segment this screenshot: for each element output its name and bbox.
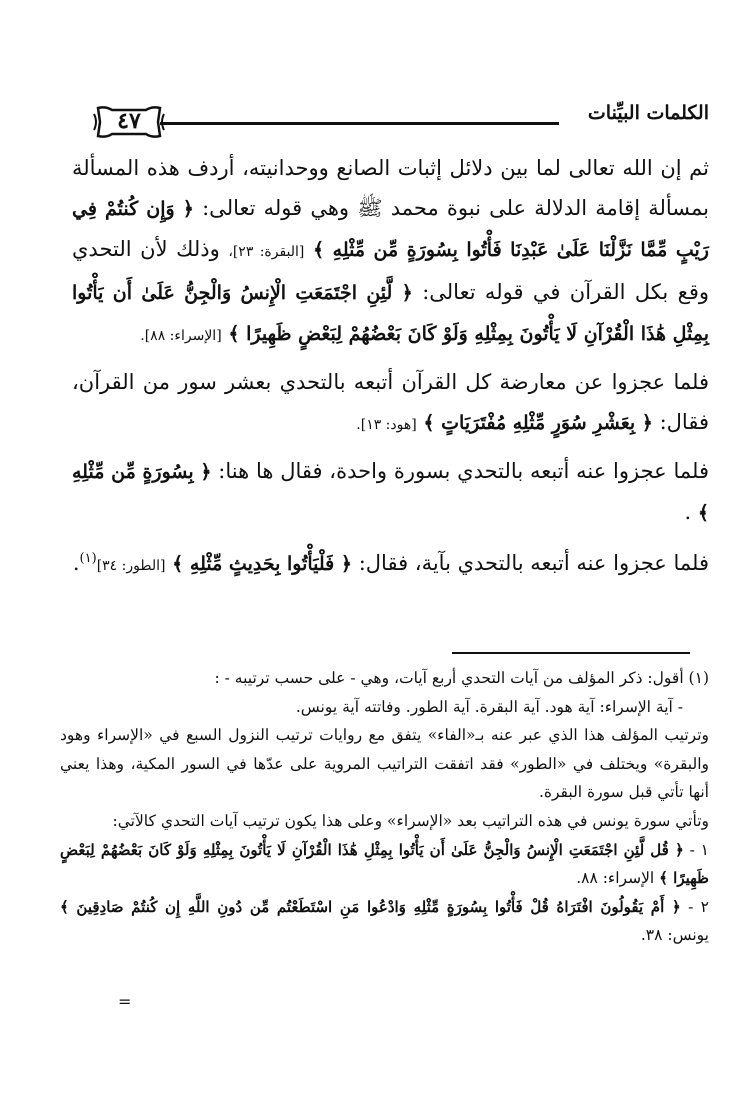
footnote xyxy=(60,664,709,950)
item-number: ١ - xyxy=(689,840,709,859)
continuation-mark: = xyxy=(118,992,132,1011)
verse-reference: [الطور: ٣٤] xyxy=(96,558,166,574)
paragraph-text: فلما عجزوا عن معارضة كل القرآن أتبعه بالتحدي بعشر سور من القرآن، فقال: xyxy=(72,370,709,434)
quran-verse: ﴿ فَلْيَأْتُوا بِحَدِيثٍ مِّثْلِهِ ﴾ xyxy=(172,553,353,575)
quran-verse: ﴿ قُل لَّئِنِ اجْتَمَعَتِ الْإِنسُ وَالْجِنُّ عَلَىٰ أَن يَأْتُوا بِمِثْلِ هَٰذَا الْقُرْآنِ لَا يَأْتُونَ بِمِثْلِهِ وَلَوْ كَانَ بَعْضُهُمْ لِبَعْضٍ ظَهِيرًا ﴾ xyxy=(60,840,709,888)
page-number: ٤٧ xyxy=(117,108,141,134)
header-rule xyxy=(160,122,559,125)
paragraph-end: . xyxy=(72,551,80,575)
verse-reference: الإسراء: ٨٨. xyxy=(576,869,655,888)
footnote-line: وتأتي سورة يونس في هذه التراتيب بعد «الإسراء» وعلى هذا يكون ترتيب آيات التحدي كالآتي: xyxy=(112,811,709,830)
quran-verse: ﴿ أَمْ يَقُولُونَ افْتَرَاهُ قُلْ فَأْتُوا بِسُورَةٍ مِّثْلِهِ وَادْعُوا مَنِ اسْتَطَعْتُم مِّن دُونِ اللَّهِ إِن كُنتُمْ صَادِقِينَ ﴾ xyxy=(60,897,681,916)
main-text xyxy=(72,148,709,586)
footnote-line: (١) أقول: ذكر المؤلف من آيات التحدي أربع آيات، وهي - على حسب ترتيبه - : xyxy=(214,669,709,687)
verse-reference: [الإسراء: ٨٨]. xyxy=(140,328,222,344)
quran-verse: ﴿ وَإِن كُنتُمْ فِي رَيْبٍ مِّمَّا نَزَّلْنَا عَلَىٰ عَبْدِنَا فَأْتُوا بِسُورَةٍ مِّن مِّثْلِهِ ﴾ xyxy=(72,198,709,261)
verse-reference: يونس: ٣٨. xyxy=(640,926,709,945)
verse-reference: [هود: ١٣]. xyxy=(356,417,417,433)
quran-verse: ﴿ بِسُورَةٍ مِّن مِّثْلِهِ ﴾ xyxy=(72,461,709,524)
paragraph-text: فلما عجزوا عنه أتبعه بالتحدي بسورة واحدة، فقال ها هنا: xyxy=(218,459,709,483)
page-number-badge xyxy=(92,104,166,140)
footnote-item-1 xyxy=(60,836,709,893)
paragraph-3 xyxy=(72,451,709,533)
footnote-line: وترتيب المؤلف هذا الذي عبر عنه بـ«الفاء» يتفق مع روايات ترتيب النزول السبع في «الإسراء وهود والبقرة» ويختلف في «الطور» فقد اتفقت التراتيب المروية على عدّها في السور المكية، وهذا يعني أنها تأتي قبل سورة البقرة. xyxy=(60,726,709,802)
footnote-item-2 xyxy=(60,893,709,950)
paragraph-text: وذلك لأن التحدي وقع بكل القرآن في قوله تعالى: xyxy=(72,237,709,304)
paragraph-text: ثم إن الله تعالى لما بين دلائل إثبات الصانع ووحدانيته، أردف هذه المسألة بمسألة إقامة الدلالة على نبوة محمد ﷺ وهي قوله تعالى: xyxy=(72,156,709,220)
paragraph-4 xyxy=(72,539,709,586)
paragraph-1 xyxy=(72,148,709,356)
paragraph-end: . xyxy=(684,500,692,524)
paragraph-2 xyxy=(72,362,709,445)
footnote-line: - آية الإسراء: آية هود. آية البقرة. آية الطور. وفاتته آية يونس. xyxy=(295,697,683,716)
footnote-marker[interactable]: (١) xyxy=(79,551,97,566)
footnote-separator xyxy=(452,652,690,654)
paragraph-text: فلما عجزوا عنه أتبعه بالتحدي بآية، فقال: xyxy=(358,551,709,575)
quran-verse: ﴿ لَّئِنِ اجْتَمَعَتِ الْإِنسُ وَالْجِنُّ عَلَىٰ أَن يَأْتُوا بِمِثْلِ هَٰذَا الْقُرْآنِ لَا يَأْتُونَ بِمِثْلِهِ وَلَوْ كَانَ بَعْضُهُمْ لِبَعْضٍ ظَهِيرًا ﴾ xyxy=(72,282,709,345)
running-header-title: الكلمات البيِّنات xyxy=(587,102,709,124)
verse-reference: [البقرة: ٢٣]، xyxy=(228,244,305,260)
item-number: ٢ - xyxy=(688,897,709,916)
quran-verse: ﴿ بِعَشْرِ سُوَرٍ مِّثْلِهِ مُفْتَرَيَاتٍ ﴾ xyxy=(423,412,653,434)
